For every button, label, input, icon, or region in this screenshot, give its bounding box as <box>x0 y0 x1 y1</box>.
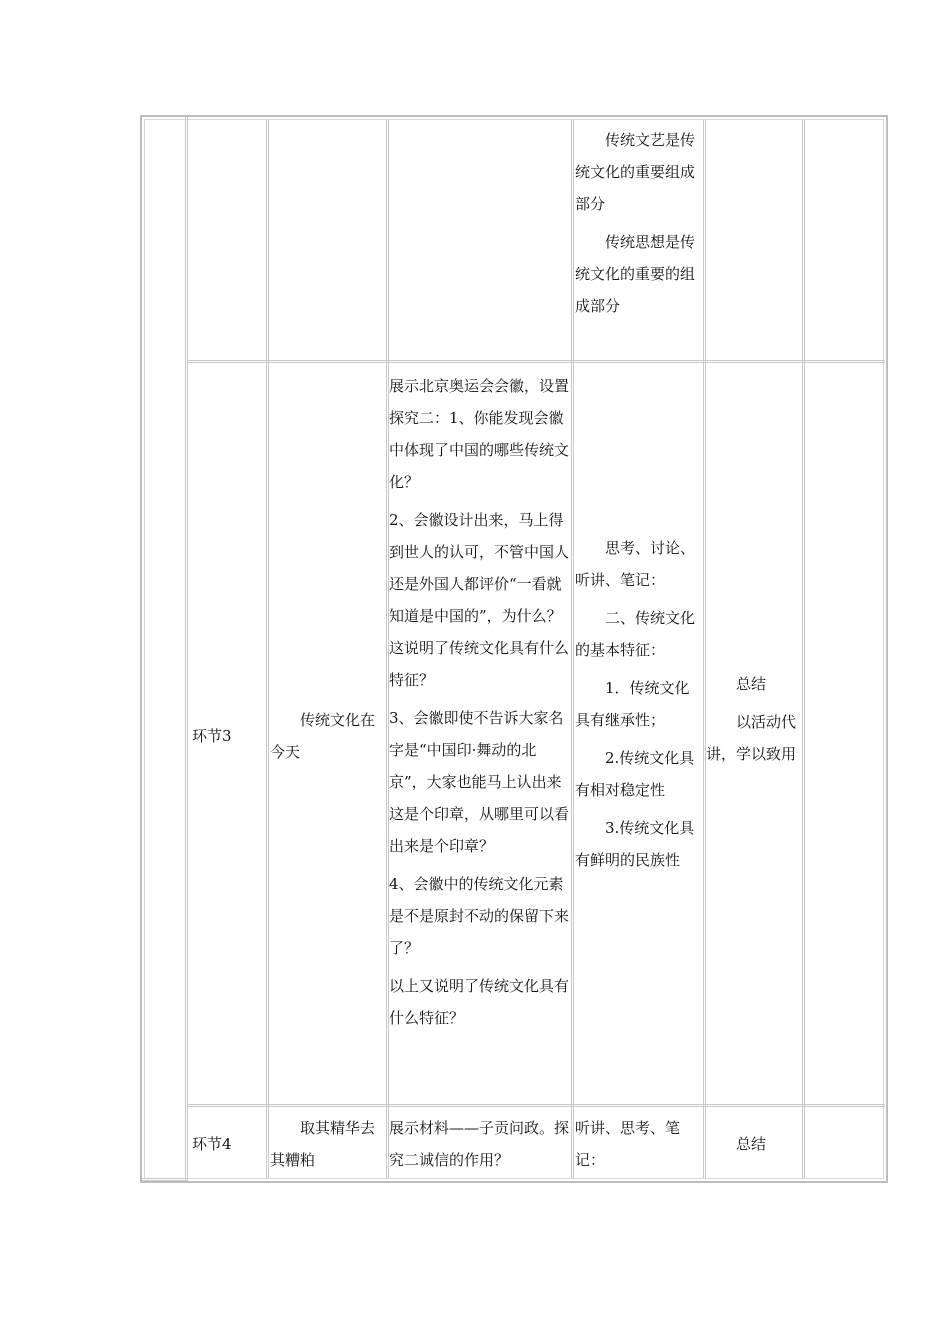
row2-stage-cell <box>192 720 264 752</box>
col-divider-6 <box>802 120 805 1178</box>
row3-student-cell <box>575 1112 701 1182</box>
student-activity: 3.传统文化具有鲜明的民族性 <box>575 819 695 869</box>
student-activity: 听讲、思考、笔记： <box>575 1119 681 1169</box>
row2-student-cell <box>575 532 701 882</box>
design-intent: 以活动代讲，学以致用 <box>706 713 797 763</box>
row2-intent-cell <box>706 668 800 776</box>
stage-label: 环节3 <box>192 727 232 745</box>
row2-topic-cell <box>270 704 384 774</box>
student-note: 传统文艺是传统文化的重要组成部分 <box>575 131 696 213</box>
row3-intent-cell <box>706 1128 800 1166</box>
row3-stage-cell <box>192 1128 264 1160</box>
row3-topic-cell <box>270 1112 384 1182</box>
student-activity: 2.传统文化具有相对稳定性 <box>575 749 695 799</box>
col-divider-1 <box>185 117 188 1181</box>
topic-label: 传统文化在今天 <box>270 711 376 761</box>
student-activity: 思考、讨论、听讲、笔记： <box>575 539 696 589</box>
design-intent: 总结 <box>736 1135 767 1153</box>
teacher-activity: 4、会徽中的传统文化元素是不是原封不动的保留下来了？ <box>389 875 570 957</box>
row1-student-cell <box>575 124 701 328</box>
col-divider-5 <box>703 120 706 1178</box>
student-activity: 1．传统文化具有继承性； <box>575 679 690 729</box>
student-activity: 二、传统文化的基本特征： <box>575 609 696 659</box>
student-note: 传统思想是传统文化的重要的组成部分 <box>575 233 696 315</box>
row-divider-1 <box>187 360 885 363</box>
col-divider-2 <box>266 120 269 1178</box>
row2-teacher-cell <box>389 370 571 1040</box>
row-divider-left <box>142 1178 188 1181</box>
design-intent: 总结 <box>736 675 767 693</box>
topic-label: 取其精华去其糟粕 <box>270 1119 376 1169</box>
teacher-activity: 展示北京奥运会会徽，设置探究二：1、你能发现会徽中体现了中国的哪些传统文化？ <box>389 377 570 491</box>
col-divider-4 <box>571 120 574 1178</box>
teacher-activity: 以上又说明了传统文化具有什么特征？ <box>389 977 570 1027</box>
stage-label: 环节4 <box>192 1135 232 1153</box>
teacher-activity: 3、会徽即使不告诉大家名字是“中国印·舞动的北京”，大家也能马上认出来这是个印章，从哪里可以看出来是个印章？ <box>389 709 570 855</box>
teacher-activity: 2、会徽设计出来，马上得到世人的认可，不管中国人还是外国人都评价“一看就知道是中国的”，为什么？ 这说明了传统文化具有什么特征？ <box>389 511 570 689</box>
row-divider-2 <box>187 1104 885 1107</box>
teacher-activity: 展示材料——子贡问政。探究二诚信的作用？ <box>389 1119 570 1169</box>
row3-teacher-cell <box>389 1112 571 1182</box>
